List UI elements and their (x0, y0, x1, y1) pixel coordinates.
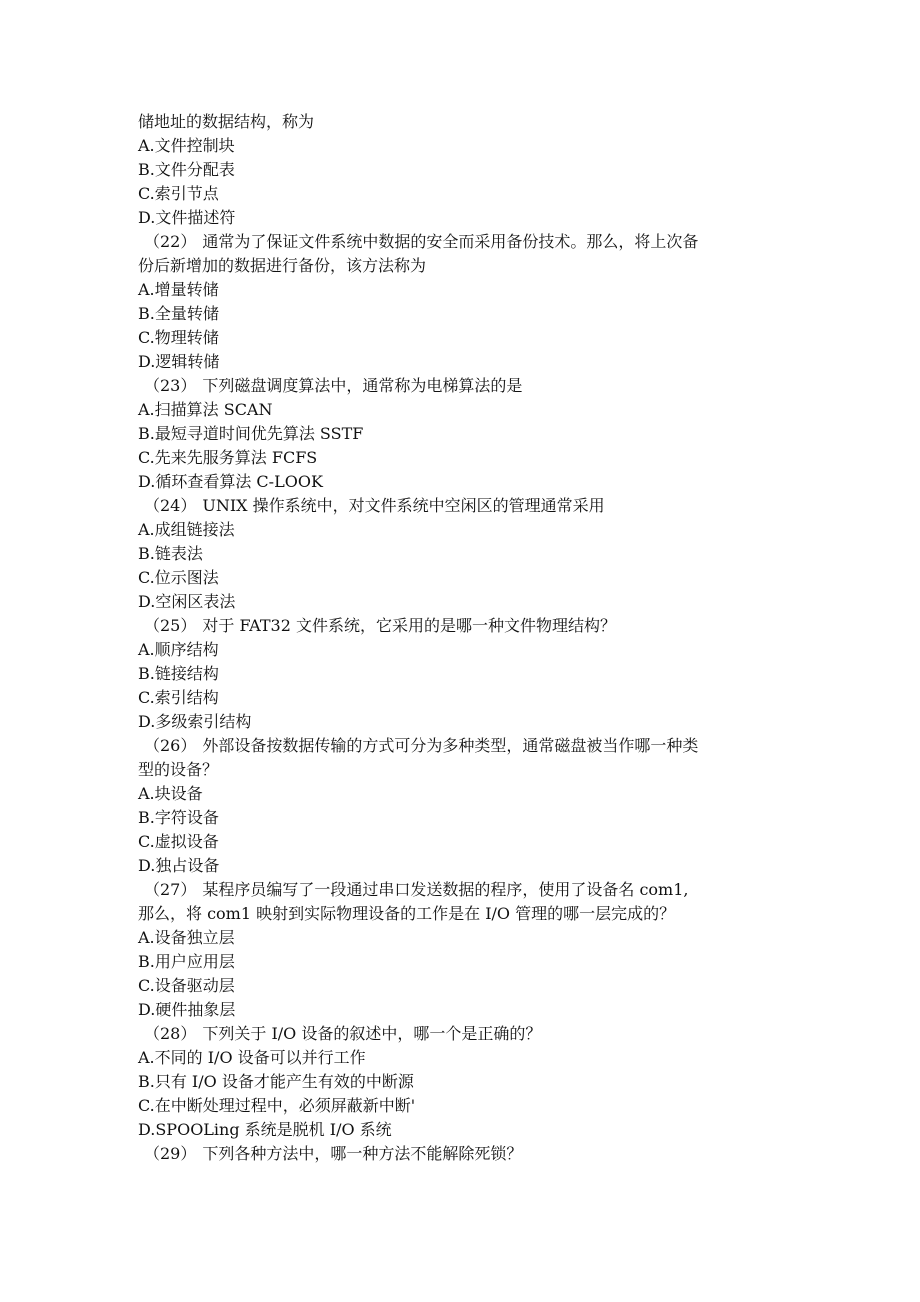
option-c: C.索引结构 (138, 688, 219, 707)
option-a: A.成组链接法 (138, 520, 235, 539)
question-28 (138, 1022, 788, 1046)
question-number: （23） (144, 376, 197, 395)
option-c: C.设备驱动层 (138, 976, 235, 995)
option-a: A.设备独立层 (138, 928, 235, 947)
question-text: 通常为了保证文件系统中数据的安全而采用备份技术。那么，将上次备 (202, 232, 699, 251)
question-text-continued: 型的设备？ (138, 760, 219, 779)
document-page (138, 110, 788, 1166)
question-text-continued: 份后新增加的数据进行备份，该方法称为 (138, 256, 427, 275)
option-d: D.空闲区表法 (138, 592, 236, 611)
option-d: D.文件描述符 (138, 208, 236, 227)
question-text: 下列各种方法中，哪一种方法不能解除死锁？ (202, 1144, 523, 1163)
option-a: A.块设备 (138, 784, 203, 803)
question-number: （27） (144, 880, 197, 899)
option-a: A.不同的 I/O 设备可以并行工作 (138, 1048, 366, 1067)
option-a: A.增量转储 (138, 280, 219, 299)
option-a: A.扫描算法 SCAN (138, 400, 273, 419)
option-b: B.全量转储 (138, 304, 219, 323)
option-c: C.先来先服务算法 FCFS (138, 448, 318, 467)
question-26 (138, 734, 788, 758)
question-text: 对于 FAT32 文件系统，它采用的是哪一种文件物理结构？ (202, 616, 616, 635)
option-d: D.SPOOLing 系统是脱机 I/O 系统 (138, 1120, 392, 1139)
question-27 (138, 878, 788, 902)
question-23 (138, 374, 788, 398)
option-b: B.字符设备 (138, 808, 219, 827)
question-number: （26） (144, 736, 197, 755)
option-a: A.顺序结构 (138, 640, 219, 659)
option-c: C.在中断处理过程中，必须屏蔽新中断' (138, 1096, 416, 1115)
question-text: 某程序员编写了一段通过串口发送数据的程序，使用了设备名 com1, (202, 880, 689, 899)
question-24 (138, 494, 788, 518)
question-number: （28） (144, 1024, 197, 1043)
option-a: A.文件控制块 (138, 136, 235, 155)
question-text: 下列磁盘调度算法中，通常称为电梯算法的是 (202, 376, 523, 395)
question-text: 下列关于 I/O 设备的叙述中，哪一个是正确的？ (202, 1024, 542, 1043)
option-b: B.文件分配表 (138, 160, 235, 179)
question-25 (138, 614, 788, 638)
option-b: B.最短寻道时间优先算法 SSTF (138, 424, 364, 443)
question-number: （22） (144, 232, 197, 251)
option-c: C.虚拟设备 (138, 832, 219, 851)
question-number: （24） (144, 496, 197, 515)
question-22 (138, 230, 788, 254)
option-c: C.位示图法 (138, 568, 219, 587)
option-c: C.索引节点 (138, 184, 219, 203)
question-number: （29） (144, 1144, 197, 1163)
option-d: D.硬件抽象层 (138, 1000, 236, 1019)
question-number: （25） (144, 616, 197, 635)
option-d: D.独占设备 (138, 856, 220, 875)
option-b: B.链表法 (138, 544, 203, 563)
option-d: D.多级索引结构 (138, 712, 252, 731)
option-b: B.用户应用层 (138, 952, 235, 971)
question-text: UNIX 操作系统中，对文件系统中空闲区的管理通常采用 (202, 496, 605, 515)
option-b: B.链接结构 (138, 664, 219, 683)
question-text-continued: 那么，将 com1 映射到实际物理设备的工作是在 I/O 管理的哪一层完成的？ (138, 904, 676, 923)
option-d: D.逻辑转储 (138, 352, 220, 371)
option-b: B.只有 I/O 设备才能产生有效的中断源 (138, 1072, 414, 1091)
question-text: 外部设备按数据传输的方式可分为多种类型，通常磁盘被当作哪一种类 (202, 736, 699, 755)
question-29 (138, 1142, 788, 1166)
option-d: D.循环查看算法 C-LOOK (138, 472, 323, 491)
option-c: C.物理转储 (138, 328, 219, 347)
question-continuation: 储地址的数据结构，称为 (138, 112, 315, 131)
